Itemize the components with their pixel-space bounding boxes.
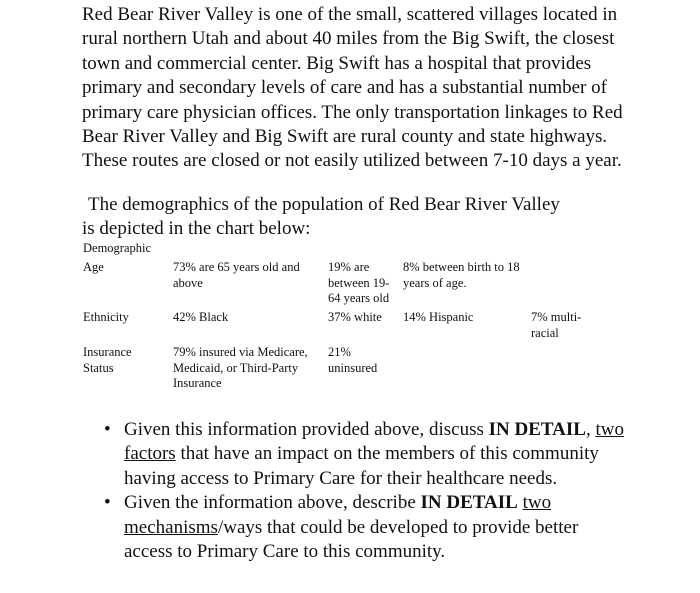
- question-emphasis: IN DETAIL: [420, 492, 518, 514]
- ethnicity-white: 37% white: [328, 310, 382, 324]
- age-19-64: 19% are between 19- 64 years old: [328, 260, 390, 305]
- intro-paragraph: Red Bear River Valley is one of the small, scattered villages located in rural northern Utah and about 40 miles from the Big Swift, the closest town and commercial center. Big Swift has a hospital that provides primary and secondary levels of care and has a substantial number of primary care physician offices. The only transportation linkages to Red Bear River Valley and Big Swift are rural county and state highways. These routes are closed or not easily utilized between 7-10 days a year.: [82, 4, 623, 172]
- insurance-uninsured: 21% uninsured: [328, 345, 378, 375]
- question-list: [104, 418, 624, 564]
- row-label-insurance: Insurance Status: [83, 345, 132, 375]
- question-text: ,: [585, 419, 596, 440]
- row-label-age: Age: [83, 260, 104, 274]
- ethnicity-multiracial: 7% multi-racial: [531, 310, 582, 340]
- question-text: Given this information provided above, discuss: [124, 419, 489, 440]
- question-text: /ways that could be developed to provide better access to Primary Care to this community.: [124, 516, 579, 563]
- bullet-icon: •: [104, 419, 111, 440]
- bullet-icon: •: [104, 492, 111, 514]
- row-label-ethnicity: Ethnicity: [83, 310, 129, 324]
- ethnicity-black: 42% Black: [173, 310, 229, 324]
- insurance-insured: 79% insured via Medicare, Medicaid, or Third-Party Insurance: [173, 345, 308, 390]
- table-title: Demographic: [83, 241, 152, 255]
- demographics-intro-line2: is depicted in the chart below:: [82, 218, 311, 240]
- demographics-intro-line1: The demographics of the population of Red Bear River Valley: [88, 194, 560, 215]
- ethnicity-hispanic: 14% Hispanic: [403, 310, 474, 324]
- demographics-intro: [82, 193, 642, 242]
- question-item: [104, 491, 624, 564]
- question-item: [104, 418, 624, 491]
- age-0-18: 8% between birth to 18 years of age.: [403, 260, 520, 290]
- age-65-plus: 73% are 65 years old and above: [173, 260, 300, 290]
- question-text: that have an impact on the members of this community having access to Primary Care for their healthcare needs.: [124, 443, 599, 489]
- question-emphasis: IN DETAIL: [488, 419, 586, 440]
- question-text: Given the information above, describe: [124, 492, 421, 514]
- question-underline: two mechanisms: [124, 492, 552, 538]
- question-underline: two factors: [124, 419, 624, 465]
